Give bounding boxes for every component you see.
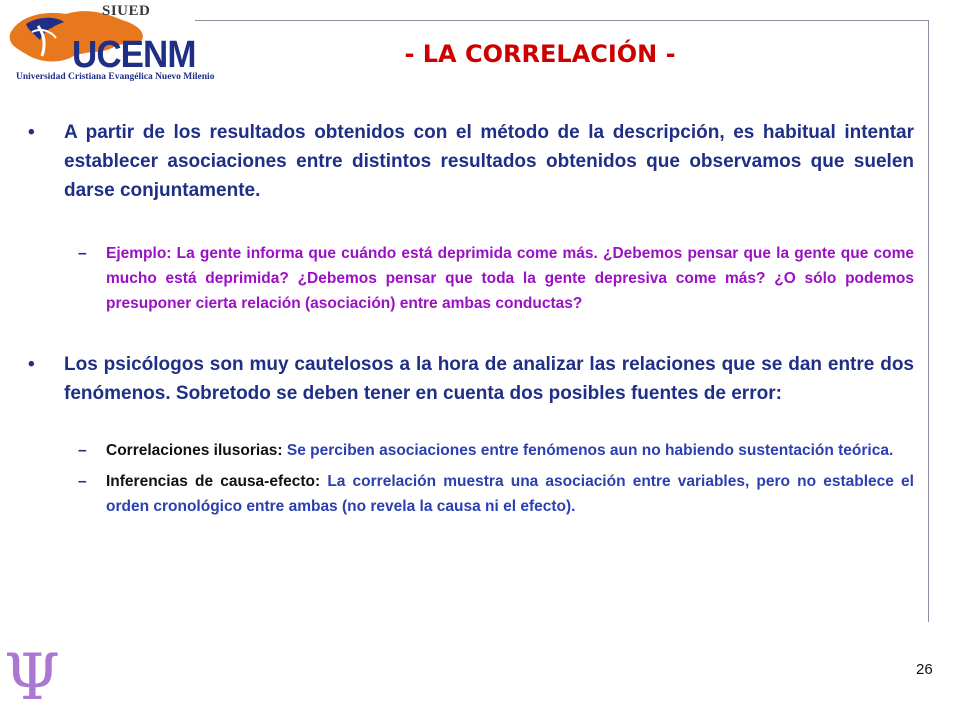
error-term-causal: Inferencias de causa-efecto:: [106, 473, 321, 490]
psi-icon: Ψ: [4, 641, 61, 715]
slide-title: - LA CORRELACIÓN -: [404, 40, 676, 68]
error-text-illusory: Se perciben asociaciones entre fenómenos aun no habiendo sustentación teórica.: [282, 442, 894, 459]
error-dash: –: [78, 473, 87, 490]
bullet-caution: [28, 350, 914, 408]
example-text: Ejemplo: La gente informa que cuándo está deprimida come más. ¿Debemos pensar que la gente que come mucho está deprimida? ¿Debemos pensar que toda la gente depresiva come más? ¿O sólo podemos presuponer cierta relación (asociación) entre ambas conductas?: [106, 245, 914, 312]
bullet-caution-text: Los psicólogos son muy cautelosos a la hora de analizar las relaciones que se dan entre dos fenómenos. Sobretodo se deben tener en cuenta dos posibles fuentes de error:: [64, 354, 914, 404]
logo-subtitle: Universidad Cristiana Evangélica Nuevo Milenio: [16, 72, 215, 82]
error-term-illusory: Correlaciones ilusorias:: [106, 442, 283, 459]
frame-right-line: [928, 20, 929, 622]
error-item-causal: [28, 469, 914, 519]
logo-siued-text: SIUED: [102, 3, 151, 19]
example-item: [28, 241, 914, 316]
bullet-intro-text: A partir de los resultados obtenidos con el método de la descripción, es habitual intentar establecer asociaciones entre distintos resultados obtenidos que observamos que suelen darse conjuntamente.: [64, 122, 914, 201]
slide-content: [28, 118, 914, 519]
bullet-intro: [28, 118, 914, 205]
frame-top-line: [195, 20, 928, 21]
logo-ucenm-text: UCENM: [72, 34, 196, 76]
bullet-dot: •: [28, 354, 35, 375]
bullet-dot: •: [28, 122, 35, 143]
ucenm-logo: [4, 0, 215, 92]
error-item-illusory: [28, 438, 914, 463]
error-text-causal: La correlación muestra una asociación entre variables, pero no establece el orden cronológico entre ambas (no revela la causa ni el efecto).: [106, 473, 914, 515]
example-dash: –: [78, 245, 87, 262]
page-number: 26: [916, 661, 933, 678]
error-dash: –: [78, 442, 87, 459]
